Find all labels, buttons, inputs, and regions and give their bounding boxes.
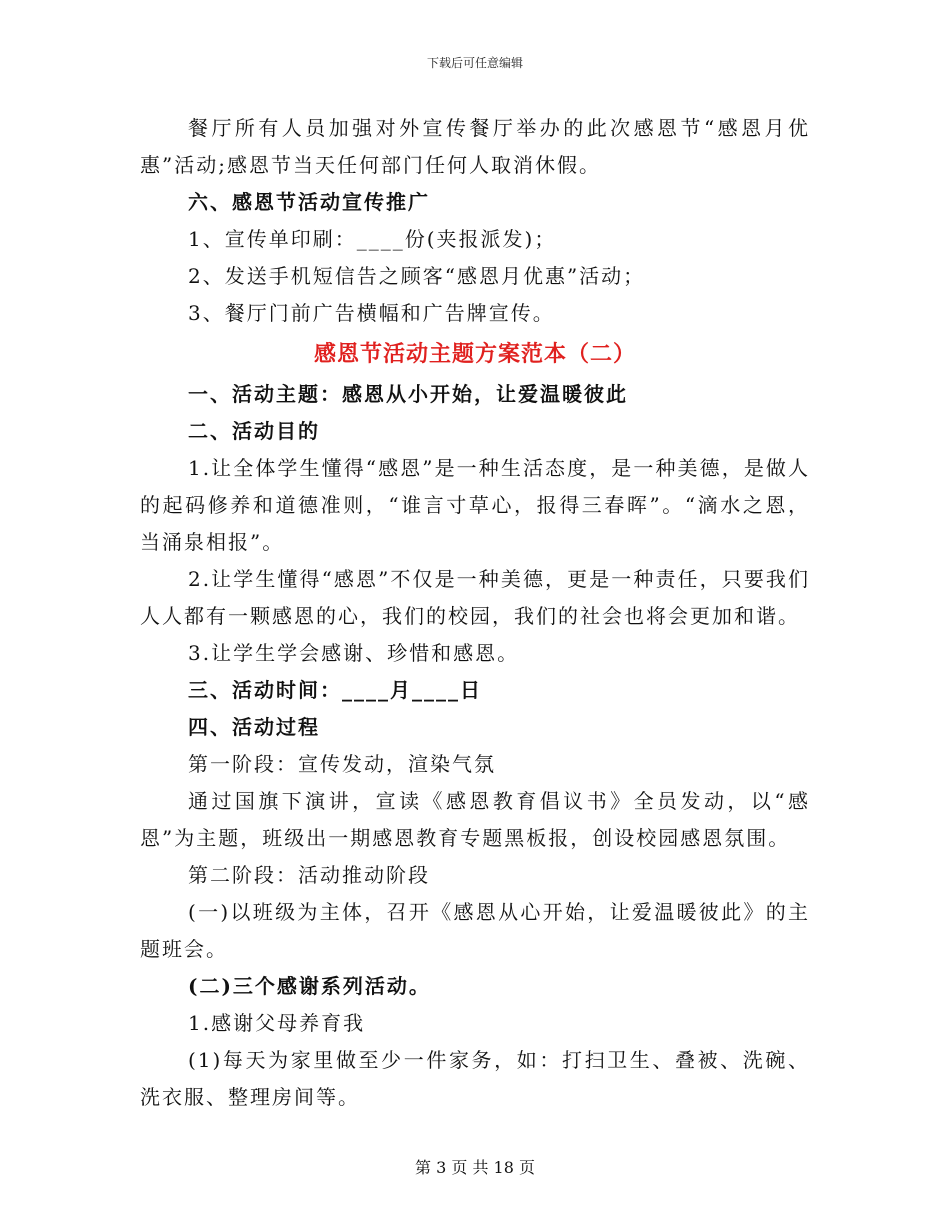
goal-item-3: 3.让学生学会感谢、珍惜和感恩。 [188, 641, 520, 665]
stage-1-title: 第一阶段：宣传发动，渲染气氛 [188, 752, 496, 776]
goal-item-2: 2.让学生懂得“感恩”不仅是一种美德，更是一种责任，只要我们人人都有一颗感恩的心，我们的校园，我们的社会也将会更加和谐。 [140, 567, 810, 628]
list-item-flyer: 1、宣传单印刷：____份(夹报派发)； [188, 227, 557, 251]
stage-2-item-2: (二)三个感谢系列活动。 [188, 974, 431, 998]
stage-2-title: 第二阶段：活动推动阶段 [188, 863, 430, 887]
heading-time: 三、活动时间：____月____日 [188, 678, 482, 702]
page-number: 第 3 页 共 18 页 [415, 1158, 535, 1177]
heading-goals: 二、活动目的 [188, 419, 320, 443]
document-body [140, 110, 810, 1116]
heading-theme: 一、活动主题：感恩从小开始，让爱温暖彼此 [188, 382, 628, 406]
paragraph-promotion: 餐厅所有人员加强对外宣传餐厅举办的此次感恩节“感恩月优惠”活动;感恩节当天任何部门任何人取消休假。 [140, 116, 810, 177]
heading-section-6: 六、感恩节活动宣传推广 [188, 190, 430, 214]
section-title: 感恩节活动主题方案范本（二） [313, 341, 636, 367]
heading-process: 四、活动过程 [188, 715, 320, 739]
header-note: 下载后可任意编辑 [426, 56, 523, 70]
stage-2-subitem-detail: (1)每天为家里做至少一件家务，如：打扫卫生、叠被、洗碗、洗衣服、整理房间等。 [140, 1048, 810, 1109]
goal-item-1: 1.让全体学生懂得“感恩”是一种生活态度，是一种美德，是做人的起码修养和道德准则，“谁言寸草心，报得三春晖”。“滴水之恩，当涌泉相报”。 [140, 456, 810, 554]
list-item-sms: 2、发送手机短信告之顾客“感恩月优惠”活动； [188, 264, 646, 288]
stage-2-item-1: (一)以班级为主体，召开《感恩从心开始，让爱温暖彼此》的主题班会。 [140, 900, 810, 961]
stage-2-subitem-1: 1.感谢父母养育我 [188, 1011, 366, 1035]
list-item-banner: 3、餐厅门前广告横幅和广告牌宣传。 [188, 301, 555, 325]
stage-1-paragraph: 通过国旗下演讲，宣读《感恩教育倡议书》全员发动，以“感恩”为主题，班级出一期感恩教育专题黑板报，创设校园感恩氛围。 [140, 789, 810, 850]
